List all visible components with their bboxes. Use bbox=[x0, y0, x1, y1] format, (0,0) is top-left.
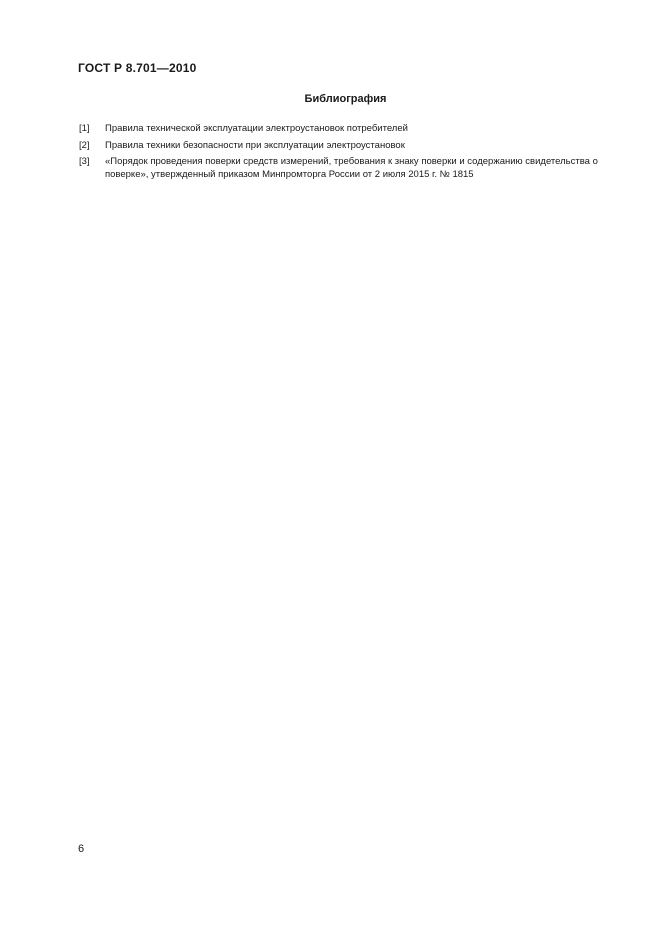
bibliography-item-text: «Порядок проведения поверки средств измерений, требования к знаку поверки и содержанию свидетельства о поверке», утвержденный приказом Минпромторга России от 2 июля 2015 г. № 1815 bbox=[105, 156, 598, 180]
bibliography-item-number: [1] bbox=[79, 123, 90, 134]
bibliography-list bbox=[79, 123, 629, 185]
bibliography-item-text: Правила технической эксплуатации электроустановок потребителей bbox=[105, 123, 408, 134]
bibliography-item bbox=[79, 123, 629, 136]
page-number: 6 bbox=[78, 843, 85, 855]
bibliography-item bbox=[79, 156, 629, 181]
document-header: ГОСТ Р 8.701—2010 bbox=[78, 61, 197, 75]
section-title-text: Библиография bbox=[304, 93, 387, 105]
section-title bbox=[0, 93, 661, 105]
bibliography-item bbox=[79, 140, 629, 153]
bibliography-item-number: [2] bbox=[79, 139, 90, 151]
bibliography-item-number: [3] bbox=[79, 156, 90, 167]
bibliography-item-text: Правила техники безопасности при эксплуатации электроустановок bbox=[105, 139, 405, 151]
